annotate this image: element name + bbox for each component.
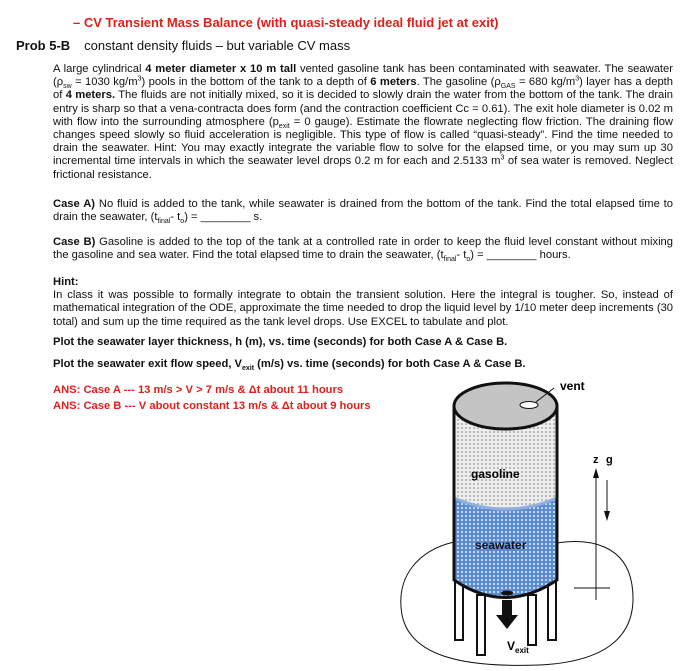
problem-header [16,38,350,53]
z-axis-label: z [593,454,599,466]
drain-hole-icon [501,591,513,596]
hint: Hint: In class it was possible to formally integrate to obtain the transient solution. Here the integral is tougher. So, instead of mathematical integration of the ODE, approximate the time needed to drop the liquid level by 1/10 meter deep increments (30 total) and sum up the time required as the tank level drops. Use EXCEL to tabulate and plot. [53,276,674,328]
answer-case-a: ANS: Case A --- 13 m/s > V > 7 m/s & Δt about 11 hours [53,384,344,396]
vent-icon [520,402,538,409]
z-axis-arrow-icon [574,468,610,600]
problem-statement: A large cylindrical 4 meter diameter x 10 m tall vented gasoline tank has been contaminated with seawater. The seawater ($\rho_{sw} = 1030$ $kg/m^3$) pools in the bottom of the tank to a depth of 6 meters. The gasoline ($\rho_{GAS} = 680$ $kg/m^3$) layer has a depth of 4 meters. The fluids are not initially mixed, so it is decided to slowly drain the water from the bottom of the tank. The drain entry is sharp so that a vena-contracta does form (and the contraction coefficient Cc = 0.61). The exit hole diameter is 0.02 m with flow into the surrounding atmosphere ($p_{exit} = 0$ gauge). Estimate the flowrate neglecting flow friction. The draining flow changes speed slowly so fluid acceleration is negligible. This type of flow is called “quasi-steady”. Find the time needed to drain the seawater. Hint: You may exactly integrate the variable flow to solve for the elapsed time, or you may sum up 30 incremental time intervals in which the seawater level drops 0.2 m for each and 2.5133 $m^3$ of sea water is removed. Neglect frictional resistance. [53,63,673,181]
problem-number: Prob 5-B [16,38,71,53]
problem-subtitle: constant density fluids – but variable CV mass [84,38,351,53]
gasoline-label: gasoline [471,467,520,481]
plot-instruction-1: Plot the seawater layer thickness, h (m), vs. time (seconds) for both Case A & Case B. [53,336,508,348]
case-a: Case A) No fluid is added to the tank, while seawater is drained from the bottom of the tank. Find the total elapsed time to drain the seawater, ($t_{final}-$ $t_o$) = ________ s. [53,198,673,226]
gravity-arrow-icon [604,480,610,521]
vexit-label: $V_{exit}$ [507,639,529,655]
tank-top [454,383,557,429]
vent-label: vent [560,379,585,393]
case-b: Case B) Gasoline is added to the top of the tank at a controlled rate in order to keep the fluid level constant without mixing the gasoline and sea water. Find the total elapsed time to drain the seawater, ($t_{final}-$ $t_o$) = ________ hours. [53,236,673,264]
gravity-label: g [606,454,613,466]
section-title: – CV Transient Mass Balance (with quasi-steady ideal fluid jet at exit) [73,15,499,30]
seawater-label: seawater [475,538,527,552]
plot-instruction-2: Plot the seawater exit flow speed, $V_{exit}$ (m/s) vs. time (seconds) for both Case A & Case B. [53,358,526,373]
tank-diagram [400,370,684,670]
answer-case-b: ANS: Case B --- V about constant 13 m/s & Δt about 9 hours [53,400,371,412]
exit-flow-arrow-icon [496,600,518,629]
